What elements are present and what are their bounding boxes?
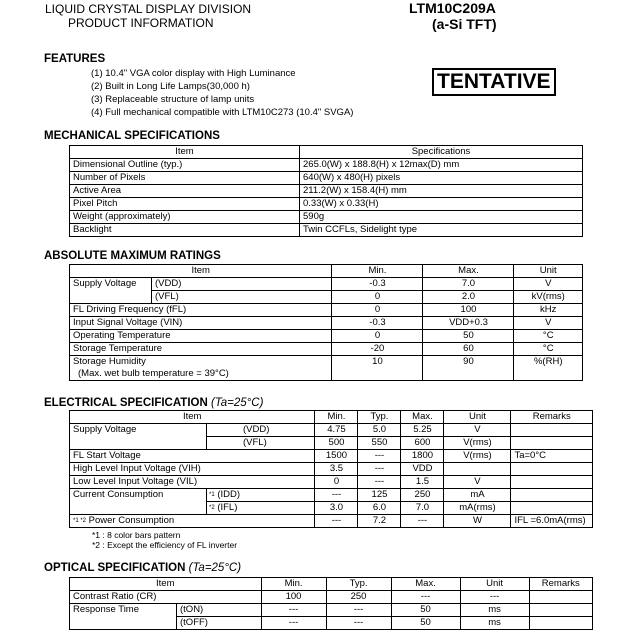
cell: 0 xyxy=(332,330,423,343)
cell: Contrast Ratio (CR) xyxy=(70,591,262,604)
table-row xyxy=(70,291,583,304)
cell: High Level Input Voltage (VIH) xyxy=(70,463,315,476)
feature-item: (1) 10.4" VGA color display with High Luminance xyxy=(91,68,296,79)
cell: %(RH) xyxy=(514,356,583,369)
cell: 7.0 xyxy=(401,502,444,515)
cell: V xyxy=(514,278,583,291)
cell: 0 xyxy=(315,476,358,489)
division-title: LIQUID CRYSTAL DISPLAY DIVISION xyxy=(45,2,252,16)
cell: --- xyxy=(358,463,401,476)
cell: 3.0 xyxy=(315,502,358,515)
header-cell: Item xyxy=(70,265,332,278)
cell xyxy=(529,591,592,604)
table-row xyxy=(70,604,593,617)
cell: 7.2 xyxy=(358,515,401,528)
cell: 100 xyxy=(261,591,326,604)
cell: 7.0 xyxy=(423,278,514,291)
header-cell: Min. xyxy=(315,411,358,424)
cell: --- xyxy=(358,450,401,463)
cell: 5.0 xyxy=(358,424,401,437)
cell: FL Start Voltage xyxy=(70,450,315,463)
cell: -0.3 xyxy=(332,317,423,330)
cell xyxy=(70,437,207,450)
header-cell: Specifications xyxy=(300,146,583,159)
cell: 250 xyxy=(401,489,444,502)
cell xyxy=(511,437,593,450)
header-cell: Min. xyxy=(261,578,326,591)
header-cell: Remarks xyxy=(511,411,593,424)
header-cell: Remarks xyxy=(529,578,592,591)
cell: V(rms) xyxy=(444,450,511,463)
cell: 550 xyxy=(358,437,401,450)
cell: 50 xyxy=(391,617,460,630)
cell-item: Power Consumption xyxy=(88,515,175,526)
cell xyxy=(70,617,177,630)
table-row xyxy=(70,476,593,489)
cell xyxy=(511,489,593,502)
footnote-mark: *2 xyxy=(209,505,215,511)
table-row xyxy=(70,198,583,211)
footnote: *1 : 8 color bars pattern xyxy=(92,530,181,540)
cell: 100 xyxy=(423,304,514,317)
table-row xyxy=(70,304,583,317)
cell: 0 xyxy=(332,291,423,304)
table-row xyxy=(70,502,593,515)
cell: (VDD) xyxy=(152,278,332,291)
cell: Current Consumption xyxy=(70,489,207,502)
cell xyxy=(514,368,583,381)
cell: --- xyxy=(401,515,444,528)
cell: Storage Temperature xyxy=(70,343,332,356)
cell: V xyxy=(444,424,511,437)
cell: 50 xyxy=(391,604,460,617)
table-row xyxy=(70,343,583,356)
header-cell: Item xyxy=(70,411,315,424)
feature-item: (4) Full mechanical compatible with LTM10C273 (10.4" SVGA) xyxy=(91,107,354,118)
cell: ms xyxy=(460,604,529,617)
cell: (tOFF) xyxy=(177,617,262,630)
header-cell: Min. xyxy=(332,265,423,278)
table-row xyxy=(70,411,593,424)
cell: 2.0 xyxy=(423,291,514,304)
cell: Twin CCFLs, Sidelight type xyxy=(300,224,583,237)
cell: 10 xyxy=(332,356,423,369)
cell xyxy=(529,604,592,617)
cell: °C xyxy=(514,343,583,356)
table-row xyxy=(70,317,583,330)
cell: VDD+0.3 xyxy=(423,317,514,330)
cell: --- xyxy=(315,489,358,502)
table-row xyxy=(70,437,593,450)
electrical-condition: (Ta=25°C) xyxy=(210,397,264,409)
cell: 60 xyxy=(423,343,514,356)
cell: kV(rms) xyxy=(514,291,583,304)
table-row xyxy=(70,278,583,291)
electrical-table xyxy=(69,410,593,528)
electrical-notes xyxy=(92,530,237,550)
cell: -20 xyxy=(332,343,423,356)
tft-type: (a-Si TFT) xyxy=(432,16,497,32)
table-row xyxy=(70,224,583,237)
header-cell: Max. xyxy=(401,411,444,424)
cell: 640(W) x 480(H) pixels xyxy=(300,172,583,185)
cell: ms xyxy=(460,617,529,630)
cell: (Max. wet bulb temperature = 39°C) xyxy=(70,368,332,381)
cell: °C xyxy=(514,330,583,343)
product-info-title: PRODUCT INFORMATION xyxy=(68,16,214,30)
cell: 1500 xyxy=(315,450,358,463)
header-cell: Typ. xyxy=(326,578,391,591)
cell: --- xyxy=(326,617,391,630)
cell xyxy=(511,463,593,476)
cell: Low Level Input Voltage (VIL) xyxy=(70,476,315,489)
cell: IFL =6.0mA(rms) xyxy=(511,515,593,528)
cell: 265.0(W) x 188.8(H) x 12max(D) mm xyxy=(300,159,583,172)
table-row xyxy=(70,211,583,224)
cell: 0 xyxy=(332,304,423,317)
cell-sub: (IFL) xyxy=(217,502,238,513)
table-row xyxy=(70,463,593,476)
table-row xyxy=(70,330,583,343)
cell: V xyxy=(514,317,583,330)
cell xyxy=(529,617,592,630)
header-cell: Typ. xyxy=(358,411,401,424)
cell: (tON) xyxy=(177,604,262,617)
cell: Active Area xyxy=(70,185,300,198)
feature-item: (2) Built in Long Life Lamps(30,000 h) xyxy=(91,81,250,92)
absolute-heading: ABSOLUTE MAXIMUM RATINGS xyxy=(44,250,221,262)
cell: 500 xyxy=(315,437,358,450)
table-row xyxy=(70,489,593,502)
cell: (VDD) xyxy=(207,424,315,437)
cell xyxy=(207,489,315,502)
cell: --- xyxy=(315,515,358,528)
table-row xyxy=(70,185,583,198)
optical-condition: (Ta=25°C) xyxy=(188,562,242,574)
cell: Supply Voltage xyxy=(70,278,152,291)
cell: 90 xyxy=(423,356,514,369)
cell: V(rms) xyxy=(444,437,511,450)
cell: Supply Voltage xyxy=(70,424,207,437)
table-row xyxy=(70,265,583,278)
cell: Ta=0°C xyxy=(511,450,593,463)
feature-item: (3) Replaceable structure of lamp units xyxy=(91,94,255,105)
table-row xyxy=(70,617,593,630)
cell: (VFL) xyxy=(152,291,332,304)
table-row xyxy=(70,578,593,591)
cell: --- xyxy=(460,591,529,604)
cell: FL Driving Frequency (fFL) xyxy=(70,304,332,317)
electrical-heading xyxy=(44,397,263,409)
absolute-ratings-table xyxy=(69,264,583,381)
table-row xyxy=(70,424,593,437)
cell xyxy=(444,463,511,476)
footnote-mark: *1 xyxy=(209,492,215,498)
cell xyxy=(332,368,423,381)
cell xyxy=(511,476,593,489)
cell: 600 xyxy=(401,437,444,450)
features-heading: FEATURES xyxy=(44,53,106,65)
cell: 125 xyxy=(358,489,401,502)
cell: Storage Humidity xyxy=(70,356,332,369)
cell: Input Signal Voltage (VIN) xyxy=(70,317,332,330)
mechanical-heading: MECHANICAL SPECIFICATIONS xyxy=(44,130,220,142)
cell: 3.5 xyxy=(315,463,358,476)
cell: kHz xyxy=(514,304,583,317)
cell: --- xyxy=(358,476,401,489)
cell: (VFL) xyxy=(207,437,315,450)
cell: --- xyxy=(391,591,460,604)
features-list xyxy=(91,67,353,119)
cell-sub: (IDD) xyxy=(217,489,241,500)
cell: 250 xyxy=(326,591,391,604)
cell xyxy=(207,502,315,515)
cell: Number of Pixels xyxy=(70,172,300,185)
cell: Pixel Pitch xyxy=(70,198,300,211)
cell: VDD xyxy=(401,463,444,476)
cell: 1800 xyxy=(401,450,444,463)
footnote: *2 : Except the efficiency of FL inverter xyxy=(92,540,238,550)
cell: Weight (approximately) xyxy=(70,211,300,224)
cell: -0.3 xyxy=(332,278,423,291)
cell: 211.2(W) x 158.4(H) mm xyxy=(300,185,583,198)
cell: Response Time xyxy=(70,604,177,617)
table-row xyxy=(70,146,583,159)
header-cell: Max. xyxy=(423,265,514,278)
cell: --- xyxy=(261,604,326,617)
cell xyxy=(70,291,152,304)
cell: Dimensional Outline (typ.) xyxy=(70,159,300,172)
cell: V xyxy=(444,476,511,489)
cell xyxy=(70,515,315,528)
table-row xyxy=(70,356,583,369)
cell: Backlight xyxy=(70,224,300,237)
cell: 50 xyxy=(423,330,514,343)
tentative-stamp: TENTATIVE xyxy=(432,68,556,96)
header-cell: Unit xyxy=(514,265,583,278)
cell: 6.0 xyxy=(358,502,401,515)
mechanical-table xyxy=(69,145,583,237)
cell: 0.33(W) x 0.33(H) xyxy=(300,198,583,211)
table-row xyxy=(70,368,583,381)
header-cell: Unit xyxy=(460,578,529,591)
header-cell: Unit xyxy=(444,411,511,424)
optical-title: OPTICAL SPECIFICATION xyxy=(44,562,186,574)
cell xyxy=(70,502,207,515)
optical-heading xyxy=(44,562,241,574)
cell: --- xyxy=(326,604,391,617)
cell: Operating Temperature xyxy=(70,330,332,343)
cell: W xyxy=(444,515,511,528)
cell xyxy=(423,368,514,381)
cell xyxy=(511,502,593,515)
table-row xyxy=(70,159,583,172)
electrical-title: ELECTRICAL SPECIFICATION xyxy=(44,397,208,409)
footnote-mark: *1 *2 xyxy=(73,518,87,524)
cell: 590g xyxy=(300,211,583,224)
cell: 1.5 xyxy=(401,476,444,489)
table-row xyxy=(70,591,593,604)
cell: --- xyxy=(261,617,326,630)
header-cell: Max. xyxy=(391,578,460,591)
optical-table xyxy=(69,577,593,630)
header-cell: Item xyxy=(70,578,262,591)
cell: mA(rms) xyxy=(444,502,511,515)
cell: 4.75 xyxy=(315,424,358,437)
cell: 5.25 xyxy=(401,424,444,437)
model-number: LTM10C209A xyxy=(409,0,496,16)
table-row xyxy=(70,515,593,528)
cell: mA xyxy=(444,489,511,502)
table-row xyxy=(70,450,593,463)
cell xyxy=(511,424,593,437)
header-cell: Item xyxy=(70,146,300,159)
table-row xyxy=(70,172,583,185)
